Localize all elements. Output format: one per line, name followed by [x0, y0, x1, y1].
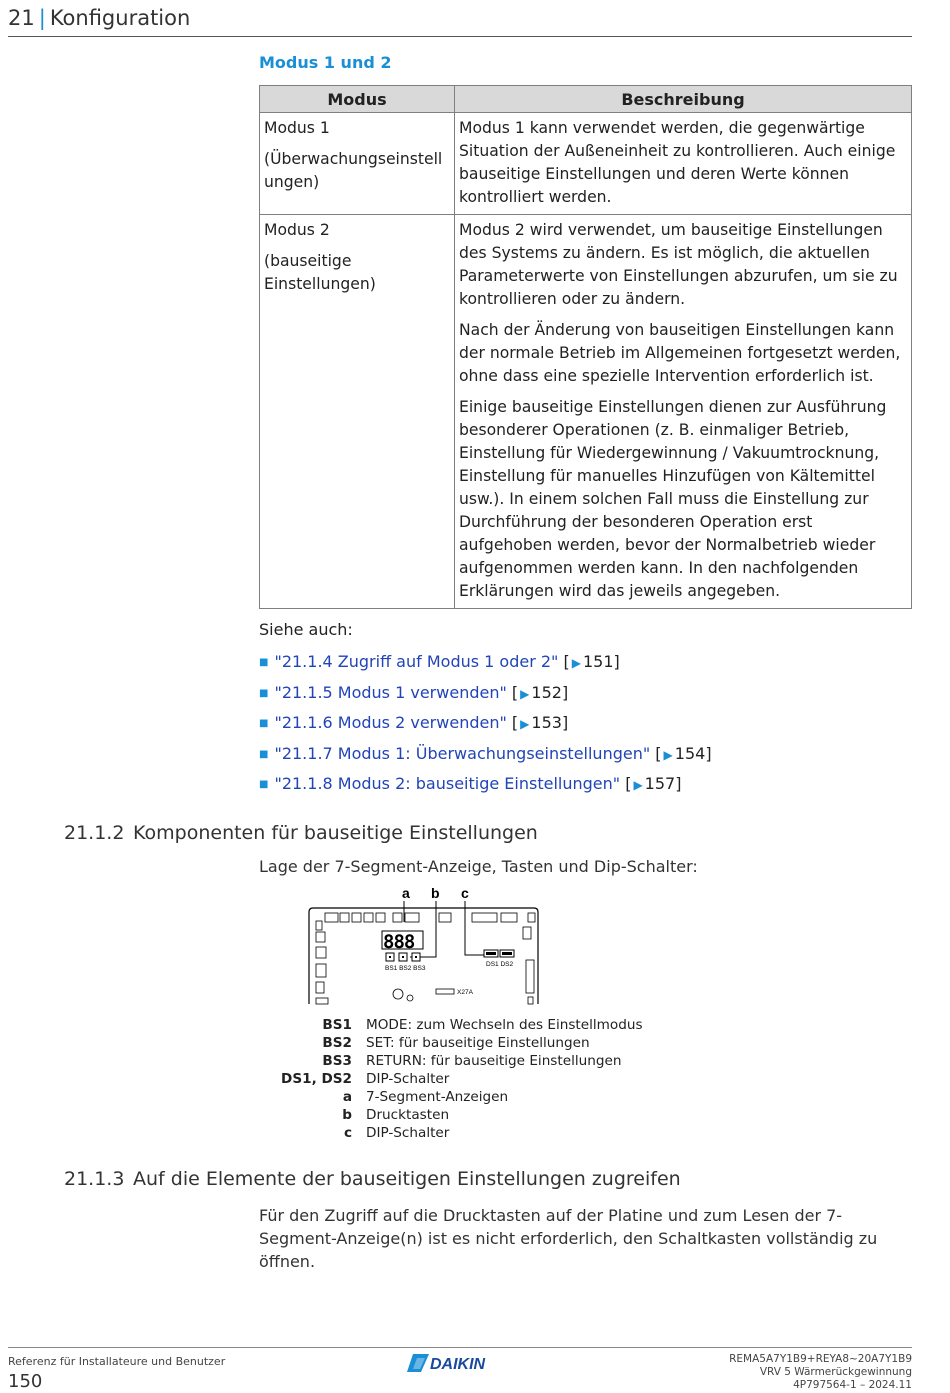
legend-row	[270, 1034, 643, 1052]
footer-document-info	[729, 1353, 912, 1392]
legend-key: BS1	[322, 1017, 352, 1033]
page-arrow-icon: ▶	[571, 656, 581, 670]
bs-labels: BS1 BS2 BS3	[385, 965, 426, 972]
legend-text: DIP-Schalter	[366, 1071, 450, 1087]
brand-name: DAIKIN	[430, 1356, 486, 1373]
link-modus1-verwenden[interactable]: "21.1.5 Modus 1 verwenden"	[274, 682, 507, 702]
page-header	[8, 6, 190, 30]
legend-row	[270, 1088, 643, 1106]
bullet-icon: ■	[259, 687, 269, 699]
ds-labels: DS1 DS2	[486, 961, 514, 968]
mode-cell	[260, 215, 455, 609]
list-item: ■ "21.1.4 Zugriff auf Modus 1 oder 2" [ ▶ 151]	[259, 652, 620, 671]
link-modus1-ueberwachung[interactable]: "21.1.7 Modus 1: Überwachungseinstellungen"	[274, 743, 651, 763]
table-header-row	[260, 86, 912, 113]
daikin-logo	[407, 1352, 513, 1374]
bullet-icon: ■	[259, 779, 269, 790]
description-cell	[455, 113, 912, 215]
page-number: 150	[8, 1371, 43, 1392]
section-number: 21.1.2	[64, 822, 125, 844]
legend-row	[270, 1124, 643, 1142]
dip-switches	[484, 950, 514, 957]
see-also-label: Siehe auch:	[259, 620, 353, 639]
callout-line-c	[465, 901, 484, 955]
page-arrow-icon: ▶	[520, 686, 530, 701]
description-paragraph: Nach der Änderung von bauseitigen Einstellungen kann der normale Betrieb im Allgemeinen fortgesetzt werden, ohne dass eine spezielle Intervention erforderlich ist.	[459, 321, 901, 385]
mode-subtitle: (bauseitige Einstellungen)	[264, 252, 376, 293]
page-arrow-icon: ▶	[663, 747, 673, 762]
legend-row	[270, 1016, 643, 1034]
x27a-label: X27A	[457, 989, 473, 996]
footer-document-type: Referenz für Installateure und Benutzer	[8, 1355, 226, 1368]
legend-key: DS1, DS2	[281, 1071, 352, 1087]
section-number: 21.1.3	[64, 1168, 125, 1190]
description-paragraph: Modus 2 wird verwendet, um bauseitige Einstellungen des Systems zu ändern. Es ist möglich, die aktuellen Parameterwerte von Einstellungen abzurufen, um sie zu kontrollieren oder zu ändern.	[459, 221, 898, 308]
legend-key: a	[342, 1089, 352, 1105]
legend-text: MODE: zum Wechseln des Einstellmodus	[366, 1017, 643, 1033]
legend-key: BS3	[322, 1053, 352, 1069]
list-item: ■ "21.1.8 Modus 2: bauseitige Einstellungen" [ ▶ 157]	[259, 774, 682, 793]
description-paragraph: Einige bauseitige Einstellungen dienen zur Ausführung besonderer Operationen (z. B. einmaliger Betrieb, Einstellung für Wiedergewinnung / Vakuumtrocknung, Einstellung für manuelles Hinzufügen von Kältemittel usw.). In einem solchen Fall muss die Einstellung zur Durchführung der besonderen Operation erst aufgehoben werden, bevor der Normalbetrieb wieder aufgenommen werden kann. In den nachfolgenden Erklärungen wird das jeweils angegeben.	[459, 398, 887, 600]
chapter-title: Konfiguration	[49, 6, 191, 30]
legend-text: 7-Segment-Anzeigen	[366, 1089, 509, 1105]
callout-b: b	[431, 885, 440, 901]
bullet-icon: ■	[259, 718, 269, 729]
list-item: ■ "21.1.7 Modus 1: Überwachungseinstellungen" [ ▶ 154]	[259, 743, 712, 763]
bullet-icon: ■	[259, 657, 269, 668]
pcb-top-components	[316, 913, 535, 1004]
legend-text: DIP-Schalter	[366, 1125, 450, 1141]
page-ref[interactable]: 153	[531, 713, 562, 732]
legend-text: SET: für bauseitige Einstellungen	[366, 1035, 590, 1051]
bullet-icon: ■	[259, 748, 269, 760]
legend-text: Drucktasten	[366, 1107, 450, 1123]
page-ref[interactable]: 152	[531, 682, 562, 702]
page-ref[interactable]: 157	[644, 774, 676, 793]
page-arrow-icon: ▶	[520, 717, 530, 731]
link-modus2-bauseitig[interactable]: "21.1.8 Modus 2: bauseitige Einstellungen"	[274, 774, 621, 793]
footer-doc-number: 4P797564-1 – 2024.11	[793, 1379, 912, 1391]
legend-row	[270, 1052, 643, 1070]
legend-row	[270, 1106, 643, 1124]
link-modus2-verwenden[interactable]: "21.1.6 Modus 2 verwenden"	[274, 713, 507, 732]
svg-text:888: 888	[383, 931, 415, 953]
legend-key: BS2	[322, 1035, 352, 1051]
table-row	[260, 215, 912, 609]
section-title: Auf die Elemente der bauseitigen Einstellungen zugreifen	[133, 1168, 681, 1190]
footer-model: REMA5A7Y1B9+REYA8~20A7Y1B9	[729, 1353, 912, 1365]
pcb-circle-component	[393, 989, 403, 999]
push-buttons	[386, 953, 420, 961]
section-title: Komponenten für bauseitige Einstellungen	[133, 822, 538, 844]
pcb-diagram	[306, 880, 542, 1008]
pcb-circle-component	[407, 995, 413, 1001]
col-header-mode: Modus	[260, 86, 455, 113]
section-heading-21-1-3	[64, 1168, 681, 1190]
see-also-list	[259, 650, 712, 803]
mode-subtitle: (Überwachungseinstell ungen)	[264, 150, 443, 191]
legend-key: c	[343, 1125, 352, 1141]
list-item: ■ "21.1.6 Modus 2 verwenden" [ ▶ 153]	[259, 713, 569, 732]
legend-key: b	[342, 1107, 352, 1123]
link-zugriff-modus[interactable]: "21.1.4 Zugriff auf Modus 1 oder 2"	[274, 652, 559, 671]
page-ref[interactable]: 154	[674, 743, 706, 763]
header-rule	[8, 36, 912, 37]
mode-cell	[260, 113, 455, 215]
figure-legend	[270, 1016, 643, 1142]
footer-rule	[8, 1347, 912, 1348]
table-row	[260, 113, 912, 215]
mode-name: Modus 2	[264, 221, 330, 239]
modes-table	[259, 85, 912, 609]
legend-row	[270, 1070, 643, 1088]
legend-text: RETURN: für bauseitige Einstellungen	[366, 1053, 622, 1069]
x27a-connector	[436, 989, 454, 994]
page-arrow-icon: ▶	[633, 778, 643, 792]
page-ref[interactable]: 151	[582, 652, 614, 671]
subheading: Modus 1 und 2	[259, 53, 392, 72]
figure-intro: Lage der 7-Segment-Anzeige, Tasten und Dip-Schalter:	[259, 857, 698, 876]
callout-c: c	[461, 885, 469, 901]
footer-product: VRV 5 Wärmerückgewinnung	[759, 1366, 912, 1378]
description-cell	[455, 215, 912, 609]
mode-name: Modus 1	[264, 119, 330, 137]
callout-a: a	[402, 885, 410, 901]
section-heading-21-1-2	[64, 822, 538, 844]
list-item: ■ "21.1.5 Modus 1 verwenden" [ ▶ 152]	[259, 682, 569, 702]
header-separator: |	[38, 6, 46, 30]
chapter-number: 21	[8, 6, 35, 30]
description-paragraph: Modus 1 kann verwendet werden, die gegenwärtige Situation der Außeneinheit zu kontrollieren. Auch einige bauseitige Einstellungen und deren Werte können kontrolliert werden.	[459, 119, 896, 206]
col-header-description: Beschreibung	[455, 86, 912, 113]
seven-segment-display	[382, 931, 423, 953]
section-body: Für den Zugriff auf die Drucktasten auf der Platine und zum Lesen der 7-Segment-Anzeige(n) ist es nicht erforderlich, den Schaltkasten vollständig zu öffnen.	[259, 1206, 878, 1271]
